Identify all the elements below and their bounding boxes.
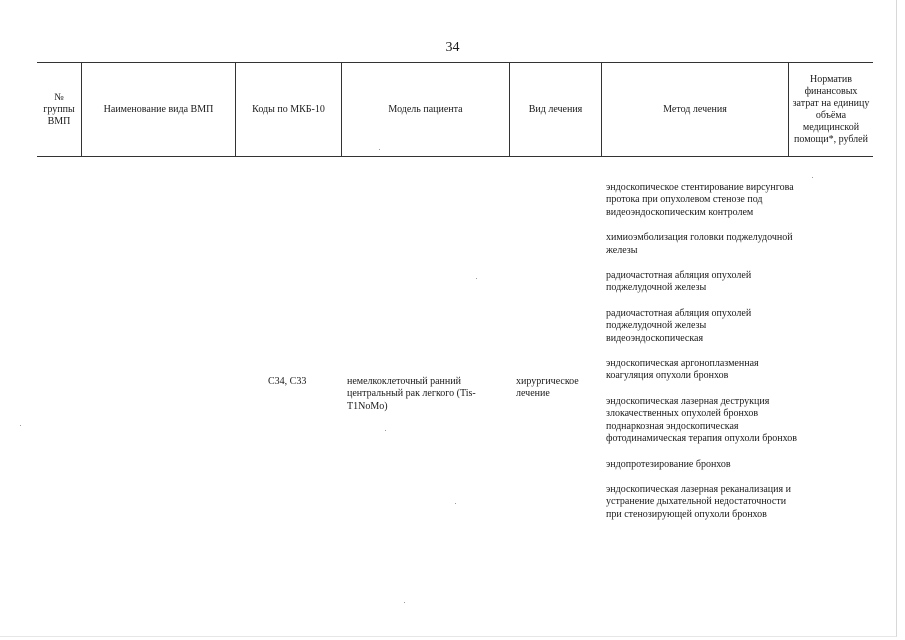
page-number: 34 bbox=[445, 40, 460, 55]
header-treatment-type: Вид лечения bbox=[509, 63, 601, 156]
method-item: эндоскопическое стентирование вирсунгова протока при опухолевом стенозе под видеоэндоскопическим контролем bbox=[606, 182, 794, 218]
table-header bbox=[37, 62, 873, 157]
method-item: радиочастотная абляция опухолей поджелудочной железы видеоэндоскопическая bbox=[606, 307, 752, 344]
method-item: эндоскопическая лазерная деструкция злокачественных опухолей бронхов поднаркозная эндоскопическая фотодинамическая терапия опухоли бронхов bbox=[606, 395, 797, 445]
scan-speck bbox=[20, 425, 21, 426]
scan-speck bbox=[455, 503, 456, 504]
header-vmp-name: Наименование вида ВМП bbox=[81, 63, 235, 156]
header-cost-standard: Норматив финансовых затрат на единицу объёма медицинской помощи*, рублей bbox=[788, 63, 873, 156]
header-group-number: № группы ВМП bbox=[43, 91, 75, 127]
header-icd-codes: Коды по МКБ-10 bbox=[235, 63, 341, 156]
treatment-type-cell: хирургическое лечение bbox=[516, 376, 579, 400]
method-item: эндоскопическая лазерная реканализация и устранение дыхательной недостаточности при стенозирующей опухоли бронхов bbox=[606, 483, 791, 520]
scan-speck bbox=[385, 430, 386, 431]
header-treatment-method: Метод лечения bbox=[601, 63, 788, 156]
icd-codes-cell: С34, С33 bbox=[268, 376, 307, 387]
method-item: эндопротезирование бронхов bbox=[606, 458, 731, 470]
scan-speck bbox=[476, 278, 477, 279]
treatment-methods-list bbox=[606, 182, 798, 534]
scan-speck bbox=[812, 177, 813, 178]
header-patient-model: Модель пациента bbox=[341, 63, 509, 156]
patient-model-cell: немелкоклеточный ранний центральный рак легкого (Tis-T1NoMo) bbox=[347, 376, 476, 412]
scan-speck bbox=[404, 602, 405, 603]
method-item: эндоскопическая аргоноплазменная коагуляция опухоли бронхов bbox=[606, 358, 759, 382]
method-item: химиоэмболизация головки поджелудочной железы bbox=[606, 232, 793, 256]
method-item: радиочастотная абляция опухолей поджелудочной железы bbox=[606, 270, 752, 294]
scan-speck bbox=[379, 149, 380, 150]
